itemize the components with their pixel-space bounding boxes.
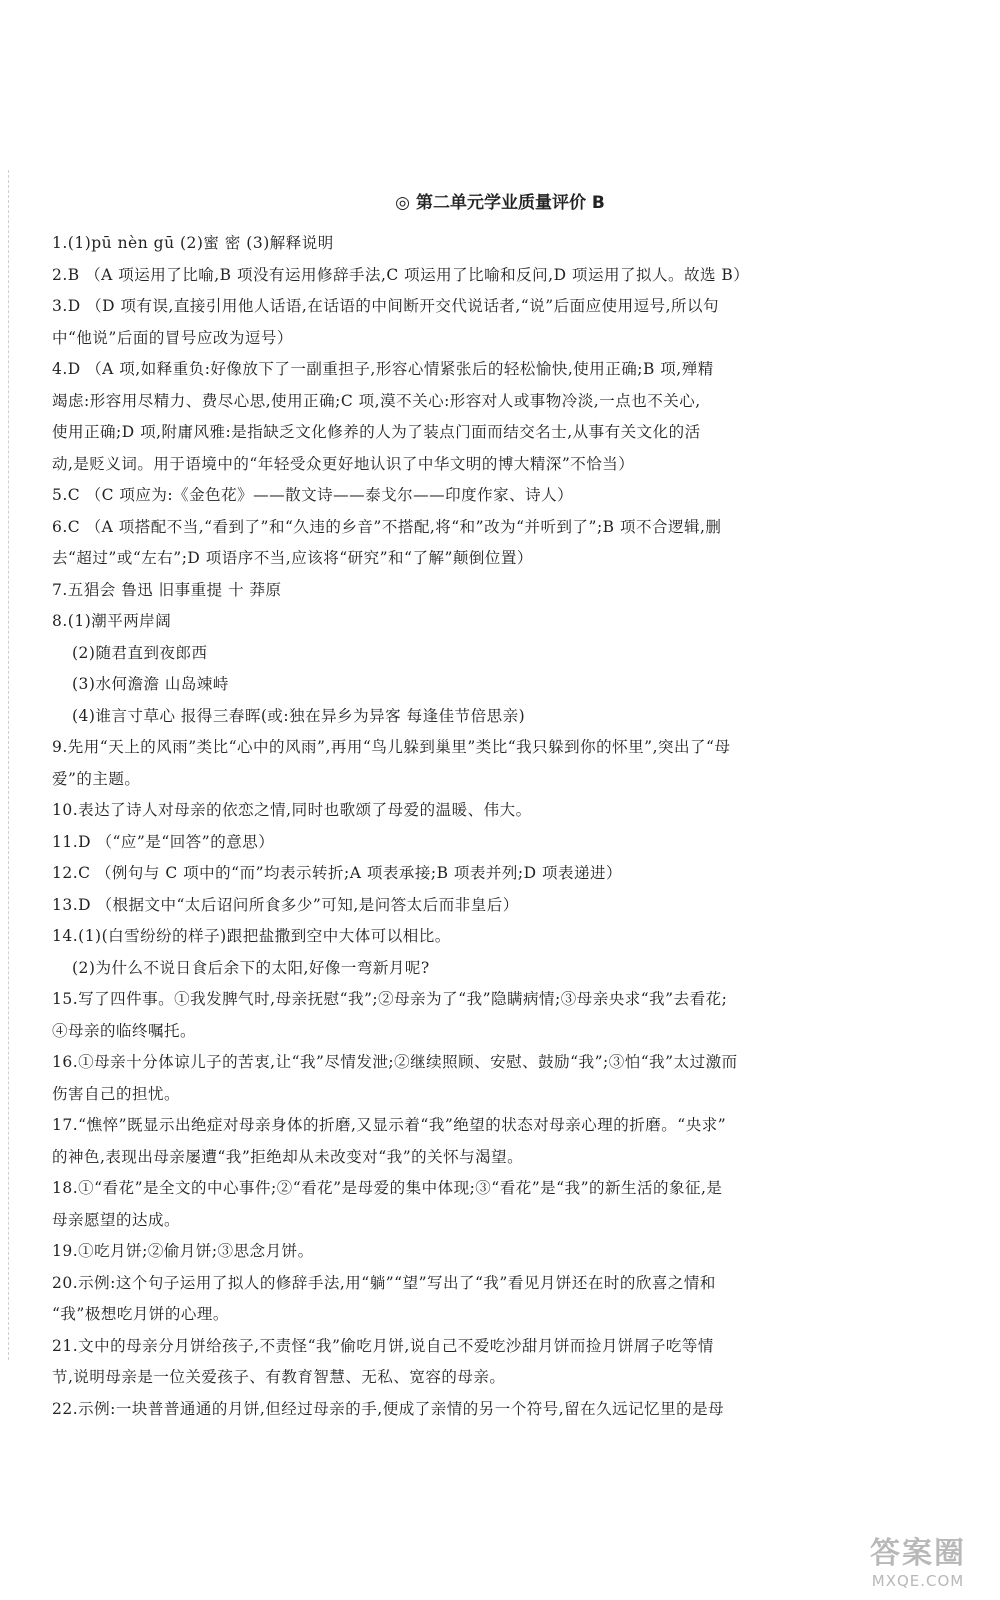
answer-line: 使用正确;D 项,附庸风雅:是指缺乏文化修养的人为了装点门面而结交名士,从事有关文化的活 [52,423,701,441]
answer-line: 动,是贬义词。用于语境中的“年轻受众更好地认识了中华文明的博大精深”不恰当） [52,454,635,473]
answer-line: 8.(1)潮平两岸阔 [52,612,172,630]
watermark-logo-text: 答案圈 [870,1536,966,1571]
page-title [0,188,1000,213]
answer-line: 去“超过”或“左右”;D 项语序不当,应该将“研究”和“了解”颠倒位置） [52,549,533,567]
answer-line: 母亲愿望的达成。 [52,1210,181,1229]
answer-line: (3)水何澹澹 山岛竦峙 [72,675,229,693]
answer-line: 伤害自己的担忧。 [52,1084,181,1103]
answer-line: 的神色,表现出母亲屡遭“我”拒绝却从未改变对“我”的关怀与渴望。 [52,1147,524,1166]
answer-line: 6.C （A 项搭配不当,“看到了”和“久违的乡音”不搭配,将“和”改为“并听到了”;B 项不合逻辑,删 [52,517,722,536]
answer-line: 16.①母亲十分体谅儿子的苦衷,让“我”尽情发泄;②继续照顾、安慰、鼓励“我”;③怕“我”太过激而 [52,1053,738,1071]
answer-content [52,228,957,1425]
answer-line: 2.B （A 项运用了比喻,B 项没有运用修辞手法,C 项运用了比喻和反问,D 项运用了拟人。故选 B） [52,265,750,284]
answer-line: 竭虑:形容用尽精力、费尽心思,使用正确;C 项,漠不关心:形容对人或事物冷淡,一点也不关心, [52,391,701,410]
watermark-url: MXQE.COM [871,1572,965,1590]
answer-line: “我”极想吃月饼的心理。 [52,1305,229,1323]
answer-line: 22.示例:一块普普通通的月饼,但经过母亲的手,便成了亲情的另一个符号,留在久远记忆里的是母 [52,1399,725,1418]
answer-line: 中“他说”后面的冒号应改为逗号） [52,328,293,347]
answer-line: 4.D （A 项,如释重负:好像放下了一副重担子,形容心情紧张后的轻松愉快,使用正确;B 项,殚精 [52,360,714,378]
answer-line: 20.示例:这个句子运用了拟人的修辞手法,用“躺”“望”写出了“我”看见月饼还在时的欣喜之情和 [52,1273,716,1292]
answer-line: 13.D （根据文中“太后诏问所食多少”可知,是问答太后而非皇后） [52,895,519,914]
answer-line: 10.表达了诗人对母亲的依恋之情,同时也歌颂了母爱的温暖、伟大。 [52,801,532,819]
answer-line: (4)谁言寸草心 报得三春晖(或:独在异乡为异客 每逢佳节倍思亲) [72,706,526,725]
answer-line: 18.①“看花”是全文的中心事件;②“看花”是母爱的集中体现;③“看花”是“我”的新生活的象征,是 [52,1179,723,1197]
answer-line: 12.C （例句与 C 项中的“而”均表示转折;A 项表承接;B 项表并列;D 项表递进） [52,864,622,882]
answer-line: 3.D （D 项有误,直接引用他人话语,在话语的中间断开交代说话者,“说”后面应使用逗号,所以句 [52,297,720,315]
answer-line: (2)为什么不说日食后余下的太阳,好像一弯新月呢? [72,958,430,977]
page-edge-divider [8,170,9,1360]
answer-line: 5.C （C 项应为:《金色花》——散文诗——泰戈尔——印度作家、诗人） [52,486,574,504]
answer-line: 爱”的主题。 [52,769,141,788]
answer-line: 15.写了四件事。①我发脾气时,母亲抚慰“我”;②母亲为了“我”隐瞒病情;③母亲央求“我”去看花; [52,990,728,1008]
answer-line: (2)随君直到夜郎西 [72,643,208,662]
watermark-logo [858,1528,978,1590]
answer-line: 21.文中的母亲分月饼给孩子,不责怪“我”偷吃月饼,说自己不爱吃沙甜月饼而捡月饼屑子吃等情 [52,1336,714,1355]
answer-line: 17.“憔悴”既显示出绝症对母亲身体的折磨,又显示着“我”绝望的状态对母亲心理的折磨。“央求” [52,1116,727,1134]
answer-line: 节,说明母亲是一位关爱孩子、有教育智慧、无私、宽容的母亲。 [52,1368,506,1386]
answer-line: 19.①吃月饼;②偷月饼;③思念月饼。 [52,1242,314,1260]
answer-line: 7.五猖会 鲁迅 旧事重提 十 莽原 [52,580,282,599]
title-text: 第二单元学业质量评价 B [415,193,605,213]
answer-line: 11.D （“应”是“回答”的意思） [52,832,275,851]
answer-line: 9.先用“天上的风雨”类比“心中的风雨”,再用“鸟儿躲到巢里”类比“我只躲到你的怀里”,突出了“母 [52,738,731,756]
answer-line: ④母亲的临终嘱托。 [52,1021,197,1040]
title-circle-icon: ◎ [395,193,410,213]
answer-line: 14.(1)(白雪纷纷的样子)跟把盐撒到空中大体可以相比。 [52,927,451,945]
answer-line: 1.(1)pū nèn gū (2)蜜 密 (3)解释说明 [52,234,334,252]
